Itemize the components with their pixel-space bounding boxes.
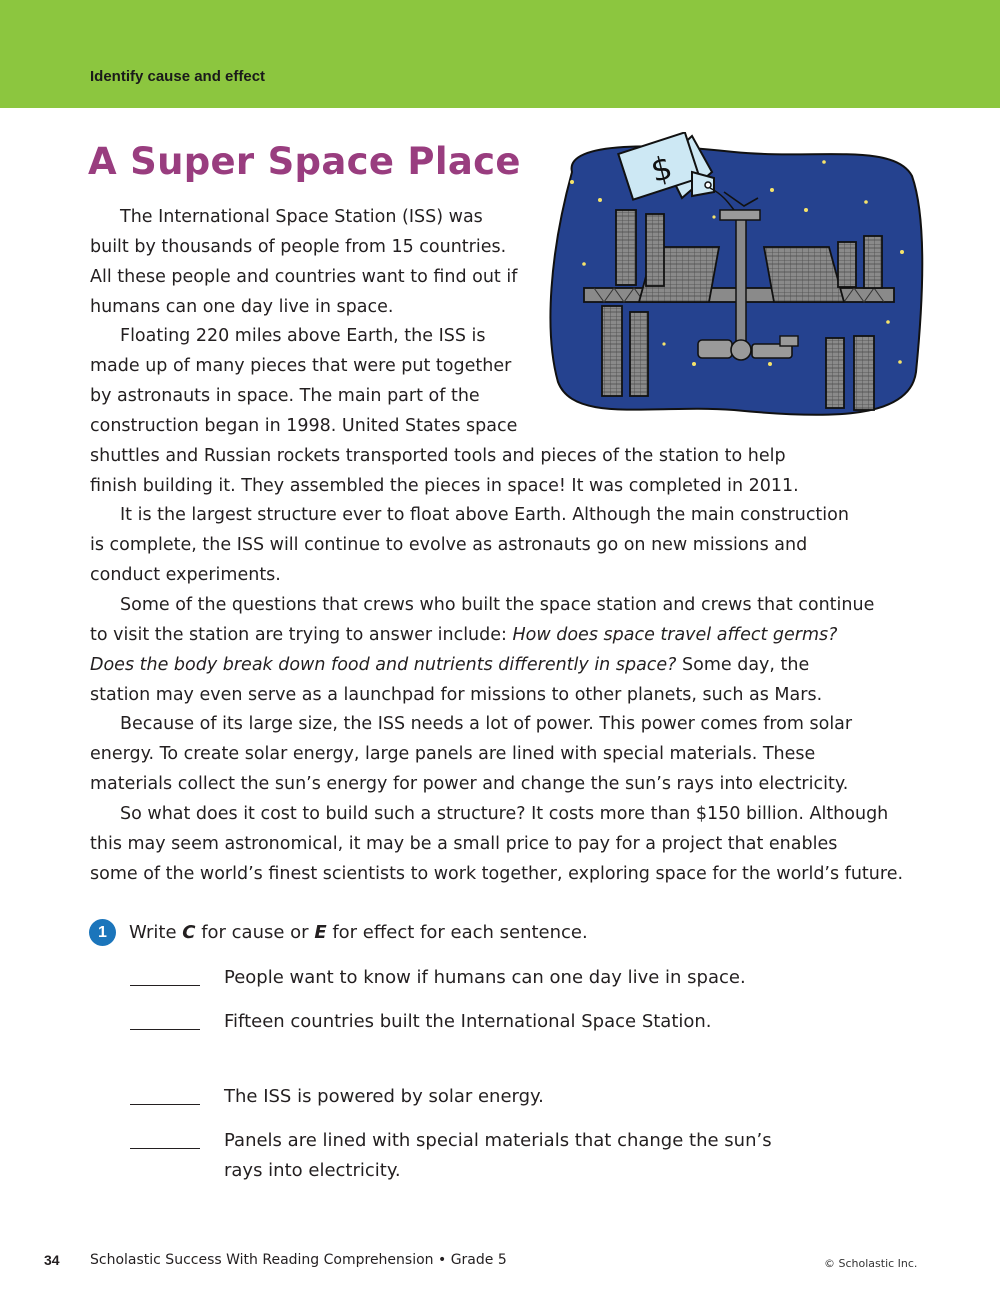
- answer-blank[interactable]: [130, 1104, 200, 1105]
- text-line: made up of many pieces that were put together: [90, 356, 512, 377]
- text-line: is complete, the ISS will continue to evolve as astronauts go on new missions and: [90, 535, 808, 556]
- book-title: Scholastic Success With Reading Comprehension • Grade 5: [90, 1252, 507, 1268]
- text-line: The International Space Station (ISS) was: [120, 207, 483, 227]
- paragraph-6: [90, 800, 915, 890]
- text-line: energy. To create solar energy, large panels are lined with special materials. These: [90, 744, 816, 765]
- text-segment: Some day, the: [676, 654, 810, 675]
- article-title: A Super Space Place: [88, 140, 521, 183]
- paragraph-2: [90, 322, 915, 501]
- text-line: some of the world’s finest scientists to work together, exploring space for the world’s future.: [90, 863, 904, 884]
- text-line: materials collect the sun’s energy for power and change the sun’s rays into electricity.: [90, 774, 849, 795]
- text-line: [90, 621, 915, 651]
- text-line: So what does it cost to build such a structure? It costs more than $150 billion. Although: [120, 803, 889, 824]
- text-line: It is the largest structure ever to float above Earth. Although the main construction: [120, 505, 849, 526]
- text-segment: to visit the station are trying to answer include:: [90, 624, 513, 645]
- item-sentence: Panels are lined with special materials that change the sun’s: [224, 1130, 772, 1151]
- dollar-sign: $: [646, 148, 676, 190]
- header-band: [0, 0, 1000, 108]
- text-line: this may seem astronomical, it may be a small price to pay for a project that enables: [90, 833, 838, 854]
- paragraph-1: [90, 203, 915, 322]
- paragraph-5: [90, 710, 915, 800]
- text-line: by astronauts in space. The main part of the: [90, 386, 480, 407]
- text-line: Because of its large size, the ISS needs a lot of power. This power comes from solar: [120, 714, 853, 735]
- question-number-badge: 1: [89, 919, 116, 946]
- text-line: construction began in 1998. United States space: [90, 415, 518, 436]
- item-sentence: People want to know if humans can one day live in space.: [224, 967, 746, 988]
- paragraph-3: [90, 501, 915, 591]
- italic-question: Does the body break down food and nutrients differently in space?: [90, 654, 677, 675]
- cause-letter: C: [182, 922, 196, 943]
- text-line: humans can one day live in space.: [90, 296, 394, 317]
- effect-letter: E: [314, 922, 327, 943]
- page-number: 34: [44, 1252, 60, 1268]
- prompt-segment: for cause or: [195, 922, 315, 943]
- item-sentence: Fifteen countries built the International Space Station.: [224, 1011, 712, 1032]
- text-line: [90, 651, 915, 681]
- copyright: © Scholastic Inc.: [824, 1257, 918, 1270]
- question-prompt: [129, 919, 588, 946]
- skill-label: Identify cause and effect: [90, 68, 266, 85]
- answer-blank[interactable]: [130, 1148, 200, 1149]
- text-line: conduct experiments.: [90, 565, 281, 586]
- text-line: station may even serve as a launchpad for missions to other planets, such as Mars.: [90, 684, 823, 705]
- article-body: [90, 203, 915, 889]
- item-sentence: The ISS is powered by solar energy.: [224, 1086, 544, 1107]
- answer-blank[interactable]: [130, 985, 200, 986]
- text-line: Some of the questions that crews who built the space station and crews that continue: [120, 594, 875, 615]
- prompt-segment: for effect for each sentence.: [326, 922, 588, 943]
- answer-blank[interactable]: [130, 1029, 200, 1030]
- paragraph-4: [90, 591, 915, 710]
- text-line: finish building it. They assembled the pieces in space! It was completed in 2011.: [90, 475, 799, 496]
- text-line: All these people and countries want to find out if: [90, 266, 518, 287]
- italic-question: How does space travel affect germs?: [512, 624, 838, 645]
- text-line: built by thousands of people from 15 countries.: [90, 236, 507, 257]
- prompt-segment: Write: [129, 922, 183, 943]
- text-line: Floating 220 miles above Earth, the ISS is: [120, 326, 486, 347]
- text-line: shuttles and Russian rockets transported tools and pieces of the station to help: [90, 445, 786, 466]
- item-sentence-continued: rays into electricity.: [224, 1160, 401, 1181]
